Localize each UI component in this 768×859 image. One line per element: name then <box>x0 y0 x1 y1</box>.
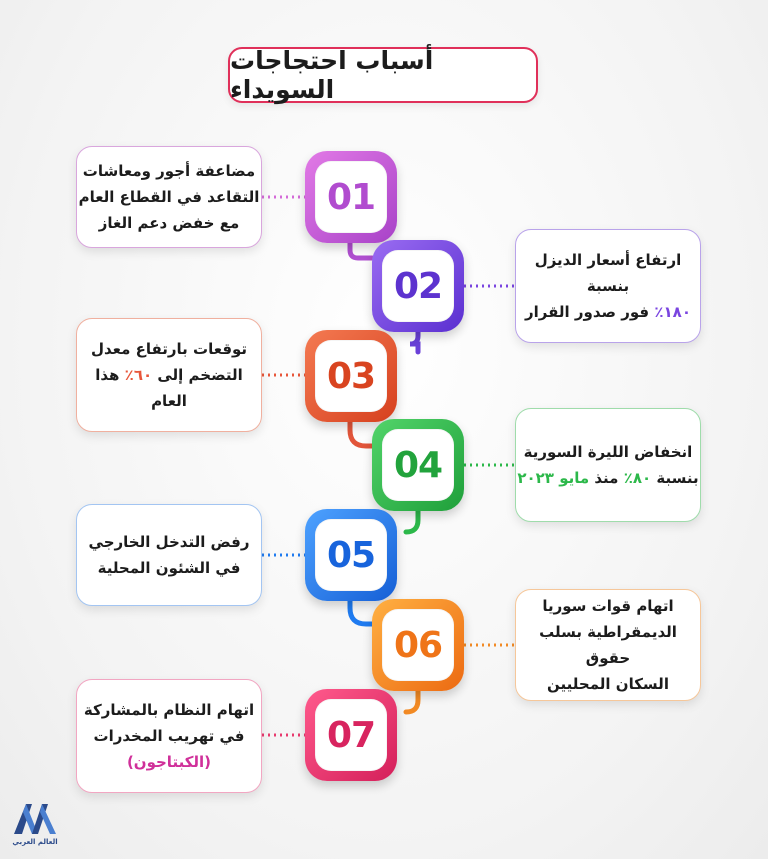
item-05-card <box>76 504 262 606</box>
item-06-badge <box>372 599 464 691</box>
item-07-accent-line: (الكبتاجون) <box>126 753 212 772</box>
item-05-badge <box>305 509 397 601</box>
aaw-logo-icon <box>12 800 58 838</box>
item-07-card <box>76 679 262 793</box>
item-07-line-2: في تهريب المخدرات <box>93 726 245 745</box>
item-01-number: 01 <box>326 176 376 218</box>
item-05-number: 05 <box>326 534 376 576</box>
brand-logo-text: العالم العربي <box>12 838 58 846</box>
item-02-line-1: ارتفاع أسعار الديزل بنسبة <box>534 250 682 295</box>
item-07-number: 07 <box>326 714 376 756</box>
item-04-accent-percent: ٨٠٪ <box>623 469 652 487</box>
item-03-card <box>76 318 262 432</box>
item-01-line-2: التقاعد في القطاع العام <box>78 187 260 206</box>
page-title: أسباب احتجاجات السويداء <box>230 46 434 104</box>
item-04-card <box>515 408 701 522</box>
item-04-line-2-prefix: بنسبة <box>656 469 699 487</box>
item-06-card <box>515 589 701 701</box>
item-03-line-1: توقعات بارتفاع معدل <box>90 339 248 358</box>
item-03-badge <box>305 330 397 422</box>
item-06-number: 06 <box>393 624 443 666</box>
item-04-number: 04 <box>393 444 443 486</box>
item-03-accent: ٦٠٪ <box>124 365 153 384</box>
title-box <box>228 47 538 103</box>
item-02-accent: ١٨٠٪ <box>654 303 691 322</box>
item-03-line-2-suffix: هذا العام <box>95 365 187 411</box>
item-05-line-1: رفض التدخل الخارجي <box>88 532 250 551</box>
item-01-badge <box>305 151 397 243</box>
item-07-line-1: اتهام النظام بالمشاركة <box>83 700 255 719</box>
item-03-line-2-prefix: التضخم إلى <box>157 365 243 384</box>
item-06-line-1: اتهام قوات سوريا <box>542 596 674 615</box>
item-02-number: 02 <box>393 265 443 307</box>
item-02-card <box>515 229 701 343</box>
item-03-number: 03 <box>326 355 376 397</box>
item-04-line-2-mid: منذ <box>594 469 619 487</box>
item-02-line-2: فور صدور القرار <box>525 303 650 322</box>
item-02-badge <box>372 240 464 332</box>
item-07-badge <box>305 689 397 781</box>
item-04-line-1: انخفاض الليرة السورية <box>523 442 693 461</box>
item-01-line-1: مضاعفة أجور ومعاشات <box>82 161 256 180</box>
item-01-line-3: مع خفض دعم الغاز <box>98 214 240 233</box>
item-05-line-2: في الشئون المحلية <box>97 559 241 577</box>
item-06-line-3: السكان المحليين <box>547 675 669 694</box>
item-04-badge <box>372 419 464 511</box>
brand-logo <box>4 800 66 856</box>
item-04-accent-date: مايو ٢٠٢٣ <box>517 469 590 487</box>
item-01-card <box>76 146 262 248</box>
item-06-line-2: الديمقراطية بسلب حقوق <box>539 622 677 667</box>
